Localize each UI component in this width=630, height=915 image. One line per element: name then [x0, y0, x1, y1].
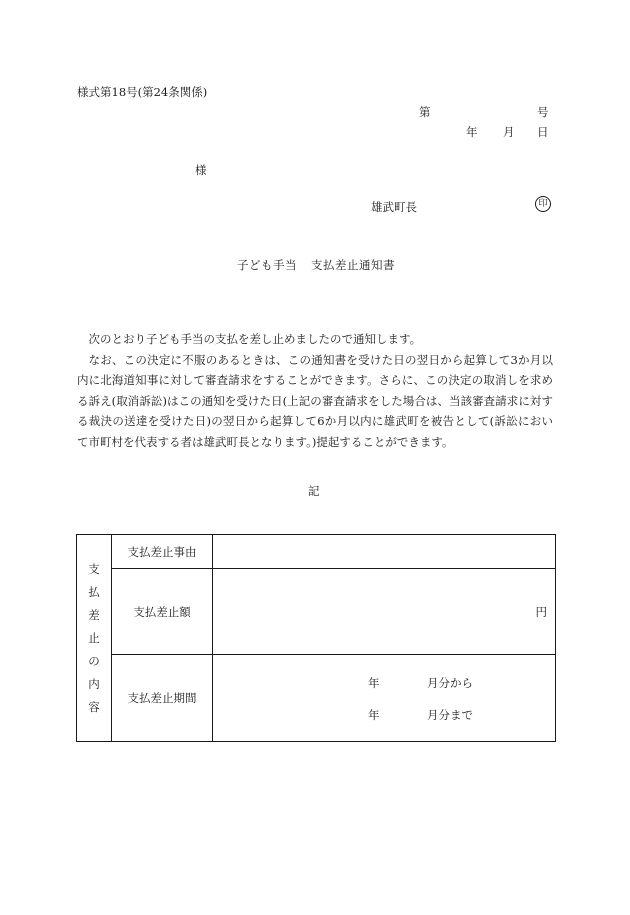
amount-label: 支払差止額	[133, 604, 191, 619]
vertical-char: 差	[88, 607, 100, 622]
period-from-year: 年	[368, 676, 380, 690]
period-label-cell	[112, 655, 213, 742]
title-part-2: 支払差止通知書	[311, 258, 395, 272]
vertical-char: 容	[88, 699, 100, 714]
addressee-honorific: 様	[195, 163, 207, 177]
reason-label: 支払差止事由	[127, 544, 197, 559]
document-number-suffix: 号	[537, 105, 549, 119]
vertical-char: の	[88, 653, 100, 668]
period-label: 支払差止期間	[127, 691, 197, 705]
notice-body	[77, 329, 553, 452]
period-to-month: 月分まで	[427, 708, 473, 722]
reason-value-cell	[213, 535, 556, 569]
date-year-label: 年	[466, 125, 478, 139]
notice-paragraph-1: 次のとおり子ども手当の支払を差し止めましたので通知します。	[88, 332, 422, 346]
amount-unit: 円	[535, 604, 547, 619]
form-number: 様式第18号(第24条関係)	[77, 85, 208, 99]
document-title	[237, 257, 395, 273]
issuer-name: 雄武町長	[371, 200, 417, 214]
vertical-char: 内	[88, 676, 100, 691]
period-to-year: 年	[368, 708, 380, 722]
title-part-1: 子ども手当	[237, 258, 297, 272]
suspension-detail-table	[76, 534, 556, 742]
period-from-month: 月分から	[427, 676, 473, 690]
document-number-prefix: 第	[419, 105, 431, 119]
vertical-header-cell	[77, 535, 112, 742]
vertical-char: 払	[88, 584, 100, 599]
seal-mark: 印	[535, 196, 551, 212]
amount-label-cell	[112, 569, 213, 655]
period-value-cell	[213, 655, 556, 742]
date-month-label: 月	[503, 125, 515, 139]
amount-value-cell	[213, 569, 556, 655]
notice-paragraph-2: なお、この決定に不服のあるときは、この通知書を受けた日の翌日から起算して3か月以内に北海道知事に対して審査請求をすることができます。さらに、この決定の取消しを求める訴え(取消訴訟)はこの通知を受けた日(上記の審査請求をした場合は、当該審査請求に対する裁決の送達を受けた日)の翌日から起算して6か月以内に雄武町を被告として(訴訟において市町村を代表する者は雄武町長となります。)提起することができます。	[77, 352, 553, 449]
reason-label-cell	[112, 535, 213, 569]
vertical-char: 止	[88, 630, 100, 645]
date-day-label: 日	[537, 125, 549, 139]
ki-heading: 記	[308, 484, 320, 498]
vertical-char: 支	[88, 561, 100, 576]
